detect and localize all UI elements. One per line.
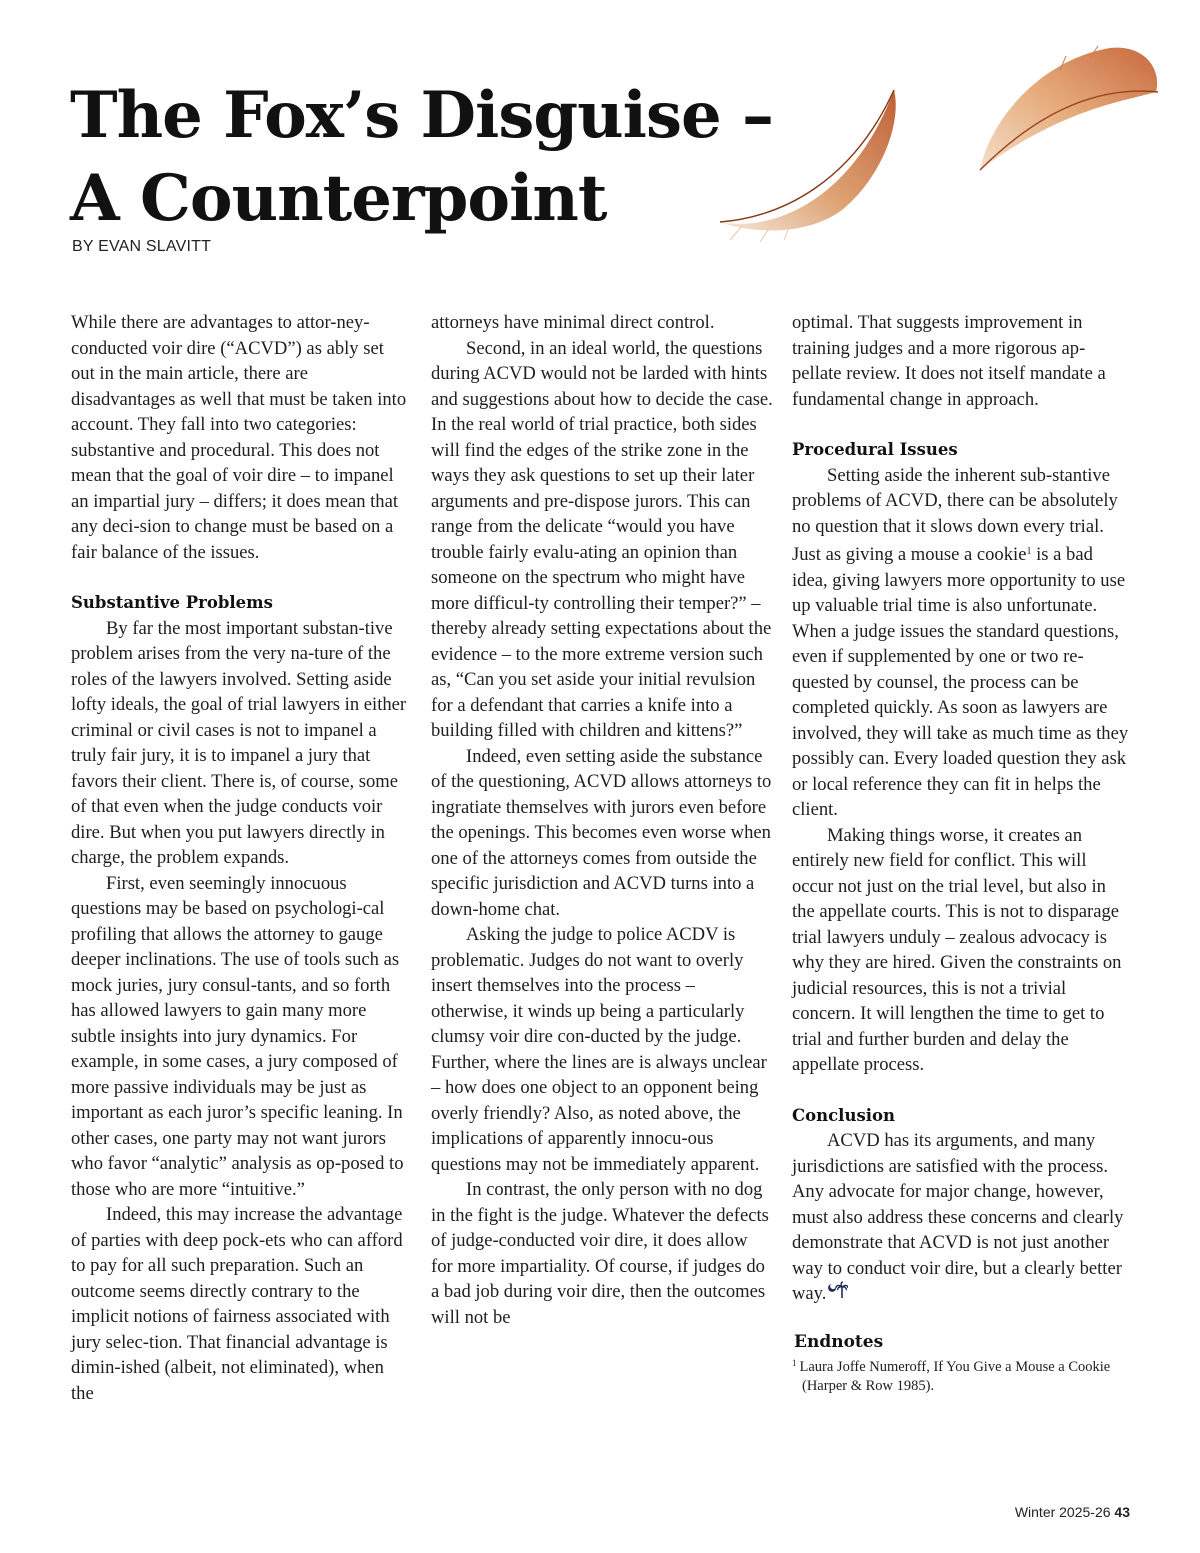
- palmetto-moon-icon: [828, 1281, 848, 1299]
- endnotes-heading: Endnotes: [794, 1331, 884, 1352]
- paragraph: First, even seemingly innocuous questions may be based on psychologi-cal profiling that allows the attorney to gauge deeper inclinations. The use of tools such as mock juries, jury consul-tants, and so forth has allowed lawyers to gain many more subtle insights into jury dynamics. For example, in some cases, a jury composed of more passive individuals may be just as important as each juror’s specific leaning. In other cases, one party may not want jurors who favor “analytic” analysis as op-posed to those who are more “intuitive.”: [71, 872, 404, 1200]
- endnote-text: Laura Joffe Numeroff, If You Give a Mouse a Cookie (Harper & Row 1985).: [799, 1358, 1111, 1394]
- paragraph: Second, in an ideal world, the questions during ACVD would not be larded with hints and suggestions about how to decide the case. In the real world of trial practice, both sides will find the edges of the strike zone in the ways they ask questions to set up their later arguments and pre-dispose jurors. This can range from the delicate “would you have trouble fairly evalu-ating an opinion than someone on the spectrum who might have more difficul-ty controlling their temper?” – thereby already setting expectations about the evidence – to the more extreme version such as, “Can you set aside your initial revulsion for a defendant that carries a knife into a building filled with children and kittens?”: [431, 337, 773, 741]
- feather-icon: [970, 30, 1170, 180]
- title-line-1: The Fox’s Disguise –: [70, 78, 773, 153]
- byline: BY EVAN SLAVITT: [72, 238, 212, 255]
- endnote: [792, 1354, 1132, 1396]
- issue-label: Winter 2025-26: [1014, 1504, 1111, 1520]
- section-heading: Conclusion: [792, 1105, 896, 1125]
- title-line-2: A Counterpoint: [70, 161, 607, 236]
- paragraph: optimal. That suggests improvement in training judges and a more rigorous ap-pellate review. It does not itself mandate a fundamental change in approach.: [792, 312, 1106, 410]
- page-number: 43: [1114, 1504, 1130, 1520]
- paragraph-text: Setting aside the inherent sub-stantive problems of ACVD, there can be absolutely no question that it slows down every trial. Just as giving a mouse a cookie: [792, 464, 1118, 565]
- article-title: [70, 74, 790, 240]
- column-1: [71, 310, 411, 1406]
- paragraph: [792, 463, 1132, 823]
- paragraph-text: is a bad idea, giving lawyers more opportunity to use up valuable trial time is also unfortunate. When a judge issues the standard questions, even if supplemented by one or two re-quested by counsel, the process can be completed quickly. As soon as lawyers are involved, they will take as much time as they possibly can. Every loaded question they ask or local reference they can fit in helps the client.: [792, 544, 1129, 820]
- column-2: [431, 310, 773, 1330]
- section-heading: Procedural Issues: [792, 440, 958, 459]
- paragraph: Making things worse, it creates an entirely new field for conflict. This will occur not just on the trial level, but also in the appellate courts. This is not to disparage trial lawyers unduly – zealous advocacy is why they are hired. Given the constraints on judicial resources, this is not a trivial concern. It will lengthen the time to get to trial and further burden and delay the appellate process.: [792, 824, 1122, 1075]
- paragraph: Indeed, this may increase the advantage of parties with deep pock-ets who can afford to pay for all such preparation. Such an outcome seems directly contrary to the implicit notions of fairness associated with jury selec-tion. That financial advantage is dimin-ished (albeit, not eliminated), when the: [71, 1204, 403, 1404]
- paragraph: Asking the judge to police ACDV is problematic. Judges do not want to overly insert themselves into the process – otherwise, it winds up being a particularly clumsy voir dire con-ducted by the judge. Further, where the lines are is always unclear – how does one object to an opponent being overly friendly? Also, as noted above, the implications of apparently innocu-ous questions may not be immediately apparent.: [431, 924, 767, 1175]
- feather-icon: [712, 82, 912, 252]
- paragraph: By far the most important substan-tive problem arises from the very na-ture of the roles of the lawyers involved. Setting aside lofty ideals, the goal of trial lawyers in either criminal or civil cases is not to impanel a truly fair jury, it is to impanel a jury that favors their client. There is, of course, some of that even when the judge conducts voir dire. But when you put lawyers directly in charge, the problem expands.: [71, 617, 407, 868]
- paragraph: In contrast, the only person with no dog in the fight is the judge. Whatever the defects of judge-conducted voir dire, it does allow for more impartiality. Of course, if judges do a bad job during voir dire, then the outcomes will not be: [431, 1179, 769, 1328]
- paragraph: attorneys have minimal direct control.: [431, 312, 715, 333]
- footnote-ref[interactable]: 1: [1026, 546, 1032, 557]
- paragraph: Indeed, even setting aside the substance of the questioning, ACVD allows attorneys to ingratiate themselves with jurors even before the openings. This becomes even worse when one of the attorneys comes from outside the specific jurisdiction and ACVD turns into a down-home chat.: [431, 745, 772, 920]
- endnote-number: 1: [792, 1357, 797, 1368]
- column-3: [792, 310, 1132, 1396]
- paragraph: [792, 1128, 1132, 1307]
- paragraph: While there are advantages to attor-ney-conducted voir dire (“ACVD”) as ably set out in the main article, there are disadvantages as well that must be taken into account. They fall into two categories: substantive and procedural. This does not mean that the goal of voir dire – to impanel an impartial jury – differs; it does mean that any deci-sion to change must be based on a fair balance of the issues.: [71, 312, 407, 563]
- section-heading: Substantive Problems: [71, 593, 273, 612]
- paragraph-text: ACVD has its arguments, and many jurisdictions are satisfied with the process. Any advocate for major change, however, must also address these concerns and clearly demonstrate that ACVD is not just another way to conduct voir dire, but a clearly better way.: [792, 1130, 1124, 1304]
- page-footer: [1015, 1504, 1130, 1520]
